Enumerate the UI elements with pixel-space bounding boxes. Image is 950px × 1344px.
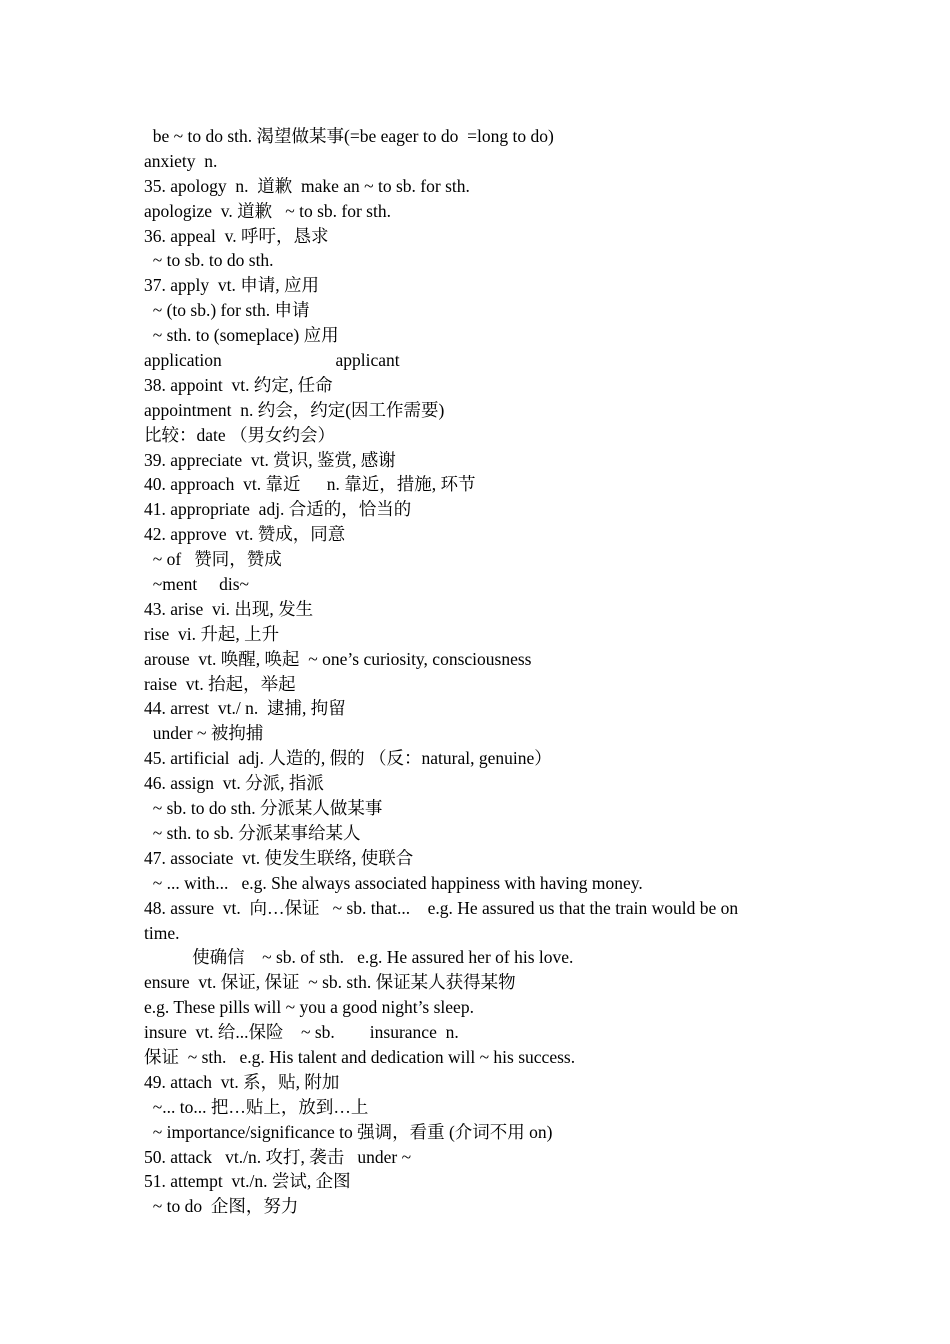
text-line: 38. appoint vt. 约定, 任命: [144, 374, 333, 395]
text-line: 41. appropriate adj. 合适的，恰当的: [144, 499, 412, 520]
text-line: ~ sb. to do sth. 分派某人做某事: [144, 798, 383, 819]
text-line: 49. attach vt. 系，贴, 附加: [144, 1071, 340, 1092]
vocabulary-text-body: [144, 124, 814, 1219]
text-line: ~ to do 企图，努力: [144, 1196, 299, 1217]
text-line: 50. attack vt./n. 攻打, 袭击 under ~: [144, 1146, 412, 1167]
text-line: ~ sth. to sb. 分派某事给某人: [144, 822, 361, 843]
text-line: 保证 ~ sth. e.g. His talent and dedication will ~ his success.: [144, 1046, 576, 1067]
text-line: 使确信 ~ sb. of sth. e.g. He assured her of his love.: [144, 947, 574, 968]
text-line: raise vt. 抬起，举起: [144, 673, 296, 694]
text-line: 40. approach vt. 靠近 n. 靠近，措施, 环节: [144, 474, 476, 495]
text-line: be ~ to do sth. 渴望做某事(=be eager to do =long to do): [144, 126, 554, 146]
text-line: ~ment dis~: [144, 574, 249, 595]
text-line: ~ sth. to (someplace) 应用: [144, 325, 339, 346]
text-line: ensure vt. 保证, 保证 ~ sb. sth. 保证某人获得某物: [144, 972, 516, 993]
text-line: 35. apology n. 道歉 make an ~ to sb. for sth.: [144, 175, 470, 196]
text-line: ~ importance/significance to 强调，看重 (介词不用 on): [144, 1121, 553, 1142]
text-line: 39. appreciate vt. 赏识, 鉴赏, 感谢: [144, 449, 396, 470]
text-line: rise vi. 升起, 上升: [144, 623, 280, 644]
text-line: insure vt. 给...保险 ~ sb. insurance n.: [144, 1022, 459, 1043]
text-line: anxiety n.: [144, 150, 218, 171]
text-line: 比较：date （男女约会）: [144, 424, 336, 445]
text-line: under ~ 被拘捕: [144, 723, 264, 744]
text-line: arouse vt. 唤醒, 唤起 ~ one’s curiosity, consciousness: [144, 648, 532, 669]
text-line: appointment n. 约会，约定(因工作需要): [144, 399, 445, 420]
text-line: 44. arrest vt./ n. 逮捕, 拘留: [144, 698, 346, 719]
text-line: 43. arise vi. 出现, 发生: [144, 598, 314, 619]
text-line: time.: [144, 922, 180, 943]
text-line: application applicant: [144, 350, 400, 371]
text-line: 45. artificial adj. 人造的, 假的 （反：natural, genuine）: [144, 748, 552, 769]
text-line: 46. assign vt. 分派, 指派: [144, 773, 324, 794]
text-line: 36. appeal v. 呼吁，恳求: [144, 225, 329, 246]
text-line: 51. attempt vt./n. 尝试, 企图: [144, 1171, 351, 1192]
text-line: ~ of 赞同，赞成: [144, 549, 282, 570]
text-line: ~ to sb. to do sth.: [144, 250, 274, 271]
text-line: 48. assure vt. 向…保证 ~ sb. that... e.g. He assured us that the train would be on: [144, 897, 739, 918]
text-line: ~... to... 把…贴上，放到…上: [144, 1096, 369, 1117]
text-line: 47. associate vt. 使发生联络, 使联合: [144, 847, 414, 868]
text-line: 37. apply vt. 申请, 应用: [144, 275, 319, 296]
text-line: ~ ... with... e.g. She always associated happiness with having money.: [144, 872, 643, 893]
text-line: apologize v. 道歉 ~ to sb. for sth.: [144, 200, 391, 221]
text-line: ~ (to sb.) for sth. 申请: [144, 300, 310, 321]
text-line: e.g. These pills will ~ you a good night’s sleep.: [144, 997, 474, 1018]
text-line: 42. approve vt. 赞成，同意: [144, 524, 346, 545]
